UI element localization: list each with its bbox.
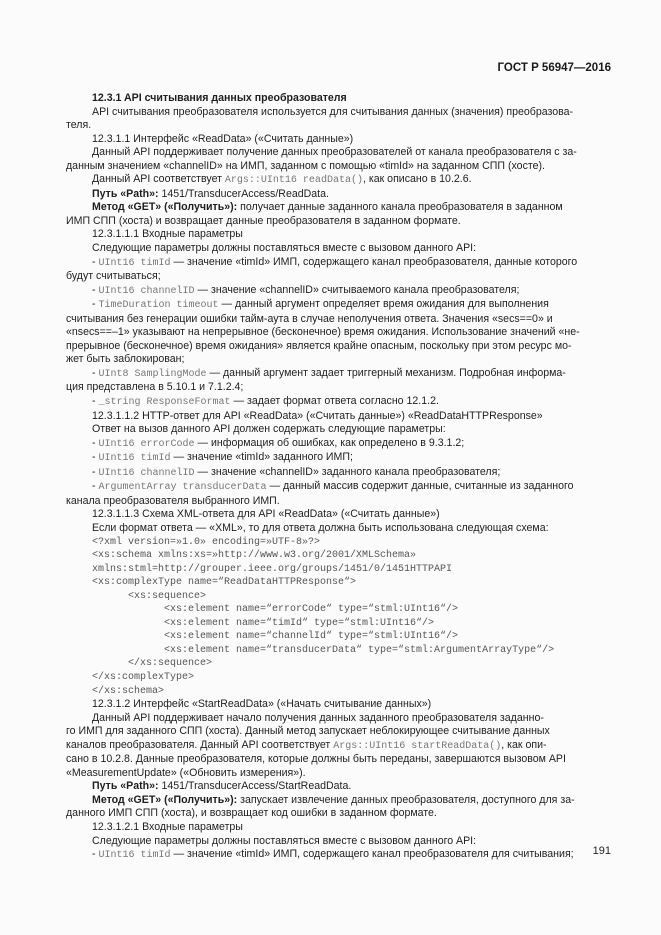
paragraph-text: Следующие параметры должны поставляться вместе с вызовом данного API: [92, 834, 477, 847]
paragraph-continuation [66, 353, 611, 367]
paragraph-text: — значение «timId» ИМП, содержащего канал преобразователя, данные которого [170, 255, 578, 268]
paragraph-text: запускает извлечение данных преобразователя, доступного для за- [237, 793, 575, 806]
paragraph [88, 133, 611, 147]
paragraph-text: - [92, 480, 99, 493]
paragraph-text: ИМП СПП (хоста) и возвращает данные преобразователя в заданном формате. [66, 214, 461, 227]
paragraph-text: , как опи- [501, 738, 547, 751]
paragraph-text: - [92, 298, 99, 311]
paragraph-continuation [66, 160, 611, 174]
paragraph-text: будут считываться; [66, 270, 161, 283]
paragraph-continuation [66, 215, 611, 229]
paragraph-text: сано в 10.2.8. Данные преобразователя, которые должны быть переданы, завершаются вызовом API [66, 753, 566, 766]
xml-code-line: <?xml version=»1.0» encoding=»UTF-8»?> [92, 536, 321, 548]
paragraph-text: ция представлена в 5.10.1 и 7.1.2.4; [66, 381, 244, 394]
paragraph-text: — задает формат ответа согласно 12.1.2. [230, 395, 439, 408]
paragraph-text: получает данные заданного канала преобразователя в заданном [237, 201, 563, 214]
inline-code: TimeDuration timeout [98, 300, 219, 312]
paragraph-text: — значение «timId» ИМП, содержащего канал преобразователя для считывания; [170, 848, 574, 861]
paragraph-text: Данный API соответствует [92, 173, 225, 186]
paragraph-continuation [66, 495, 611, 509]
paragraph-continuation [66, 807, 611, 821]
paragraph-with-bold-lead [88, 780, 611, 794]
paragraph [88, 522, 611, 536]
paragraph-text: 1451/TransducerAccess/StartReadData. [158, 780, 352, 793]
paragraph-with-code [88, 848, 611, 863]
paragraph-text: — данный массив содержит данные, считанные из заданного [266, 480, 574, 493]
paragraph [88, 508, 611, 522]
paragraph-text: API считывания преобразователя используется для считывания данных (значения) преобразова- [92, 105, 574, 118]
heading-text: 12.3.1 API считывания данных преобразователя [92, 92, 347, 104]
paragraph-text: - [92, 283, 99, 296]
bold-lead: Путь «Path»: [92, 187, 159, 200]
paragraph-continuation [66, 313, 611, 327]
paragraph-text: го ИМП для заданного СПП (хоста). Данный метод запускает неблокирующее считывание данных [66, 725, 550, 738]
paragraph-text: Данный API поддерживает начало получения данных заданного преобразователя заданно- [92, 711, 544, 724]
inline-code: UInt16 channelID [98, 467, 195, 479]
paragraph-with-code [88, 298, 611, 313]
paragraph-text: теля. [66, 119, 92, 132]
paragraph-with-code [66, 739, 611, 754]
paragraph [88, 698, 611, 712]
paragraph-text: Ответ на вызов данного API должен содержать следующие параметры: [92, 423, 446, 436]
paragraph-text: 12.3.1.2.1 Входные параметры [92, 820, 243, 833]
paragraph-text: — значение «timId» заданного ИМП; [170, 451, 353, 464]
paragraph-text: — данный аргумент определяет время ожидания для выполнения [218, 298, 549, 311]
paragraph-text: 12.3.1.1 Интерфейс «ReadData» («Считать данные») [92, 132, 354, 145]
xml-code-line: </xs:schema> [92, 685, 165, 697]
paragraph-text: — данный аргумент задает триггерный механизм. Подробная информа- [206, 366, 566, 379]
inline-code: _string ResponseFormat [98, 397, 231, 409]
paragraph-text: «nsecs==–1» указывают на непрерывное (бесконечное) время ожидания. Использование значений «не- [66, 326, 580, 339]
paragraph-with-bold-lead [88, 188, 611, 202]
paragraph-text: жет быть заблокирован; [66, 353, 185, 366]
inline-code: UInt16 timId [98, 850, 171, 862]
paragraph-text: - [92, 255, 99, 268]
paragraph-continuation [66, 119, 611, 133]
paragraph-text: - [92, 848, 99, 861]
paragraph-with-code [88, 367, 611, 382]
xml-code-line: <xs:element name=“timId“ type=“stml:UInt16“/> [92, 617, 435, 629]
paragraph-text: - [92, 436, 99, 449]
xml-code-line: <xs:element name=“errorCode“ type=“stml:UInt16“/> [92, 604, 459, 616]
xml-code-line: <xs:sequence> [92, 590, 207, 602]
paragraph-text: - [92, 366, 99, 379]
inline-code: ArgumentArray transducerData [98, 482, 267, 494]
page-number: 191 [592, 845, 611, 857]
bold-lead: Путь «Path»: [92, 780, 159, 793]
standard-code: ГОСТ Р 56947—2016 [497, 62, 611, 74]
paragraph-with-code [88, 451, 611, 466]
paragraph-with-code [88, 480, 611, 495]
paragraph-text: прерывное (бесконечное) время ожидания» является крайне опасным, поскольку при этом ресурс мо- [66, 339, 572, 352]
paragraph [88, 821, 611, 835]
paragraph-with-code [88, 437, 611, 452]
paragraph-text: каналов преобразователя. Данный API соответствует [66, 738, 334, 751]
paragraph [88, 712, 611, 726]
paragraph-text: 12.3.1.1.2 HTTP-ответ для API «ReadData» («Считать данные») «ReadDataHTTPResponse» [92, 409, 543, 422]
paragraph-continuation [66, 340, 611, 354]
paragraph-continuation [66, 270, 611, 284]
paragraph-continuation [66, 753, 611, 767]
xml-code-line: <xs:schema xmlns:xs=»http://www.w3.org/2001/XMLSchema» [92, 550, 417, 562]
paragraph-text: - [92, 451, 99, 464]
document-body [66, 92, 611, 863]
paragraph [88, 410, 611, 424]
paragraph [88, 423, 611, 437]
paragraph [88, 835, 611, 849]
paragraph-text: — значение «channelID» считываемого канала преобразователя; [194, 283, 520, 296]
paragraph [88, 146, 611, 160]
paragraph-text: , как описано в 10.2.6. [362, 173, 472, 186]
bold-lead: Метод «GET» («Получить»): [92, 793, 238, 806]
paragraph-text: Следующие параметры должны поставляться вместе с вызовом данного API: [92, 242, 477, 255]
paragraph-continuation [66, 381, 611, 395]
paragraph-text: данного ИМП СПП (хоста), и возвращает код ошибки в заданном формате. [66, 807, 437, 820]
xml-code-line: </xs:complexType> [92, 671, 195, 683]
section-heading [88, 92, 611, 106]
paragraph-text: считывания без генерации ошибки тайм-аута в случае неполучения ответа. Значения «secs==0» и [66, 312, 553, 325]
paragraph-text: «MeasurementUpdate» («Обновить измерения»). [66, 766, 306, 779]
paragraph-with-code [88, 466, 611, 481]
paragraph-text: Если формат ответа — «XML», то для ответа должна быть использована следующая схема: [92, 521, 549, 534]
inline-code: UInt8 SamplingMode [98, 368, 207, 380]
paragraph-text: - [92, 465, 99, 478]
paragraph-text: — значение «channelID» заданного канала преобразователя; [194, 465, 501, 478]
paragraph-with-bold-lead [88, 201, 611, 215]
inline-code: UInt16 timId [98, 453, 171, 465]
paragraph-text: 1451/TransducerAccess/ReadData. [158, 187, 329, 200]
paragraph-continuation [66, 326, 611, 340]
paragraph-with-code [88, 256, 611, 271]
paragraph-text: канала преобразователя выбранного ИМП. [66, 494, 280, 507]
paragraph-with-code [88, 173, 611, 188]
bold-lead: Метод «GET» («Получить»): [92, 201, 238, 214]
inline-code: UInt16 errorCode [98, 438, 195, 450]
paragraph-text: 12.3.1.1.1 Входные параметры [92, 228, 243, 241]
xml-code-line: <xs:element name=“transducerData“ type=“stml:ArgumentArrayType“/> [92, 644, 555, 656]
inline-code: UInt16 channelID [98, 285, 195, 297]
inline-code: UInt16 timId [98, 257, 171, 269]
paragraph [88, 228, 611, 242]
xml-code-line: </xs:sequence> [92, 658, 213, 670]
xml-code-line: xmlns:stml=http://grouper.ieee.org/groups/1451/0/1451HTTPAPI [92, 563, 453, 575]
paragraph-text: 12.3.1.1.3 Схема XML-ответа для API «ReadData» («Считать данные») [92, 508, 440, 521]
paragraph-text: Данный API поддерживает получение данных преобразователей от канала преобразователя с за- [92, 146, 577, 159]
paragraph-with-code [88, 395, 611, 410]
paragraph-continuation [66, 767, 611, 781]
inline-code: Args::UInt16 startReadData() [333, 740, 502, 752]
paragraph [88, 106, 611, 120]
paragraph-text: - [92, 395, 99, 408]
xml-code-line: <xs:complexType name=“ReadDataHTTPResponse“> [92, 577, 357, 589]
paragraph-text: — информация об ошибках, как определено в 9.3.1.2; [194, 436, 465, 449]
paragraph-with-code [88, 284, 611, 299]
paragraph-text: данным значением «channelID» на ИМП, заданном с помощью «timId» на заданном СПП (хосте). [66, 159, 545, 172]
paragraph [88, 242, 611, 256]
paragraph-continuation [66, 725, 611, 739]
paragraph-text: 12.3.1.2 Интерфейс «StartReadData» («Начать считывание данных») [92, 698, 432, 711]
inline-code: Args::UInt16 readData() [224, 175, 363, 187]
xml-code-line: <xs:element name=“channelId“ type=“stml:UInt16“/> [92, 631, 459, 643]
paragraph-with-bold-lead [88, 794, 611, 808]
